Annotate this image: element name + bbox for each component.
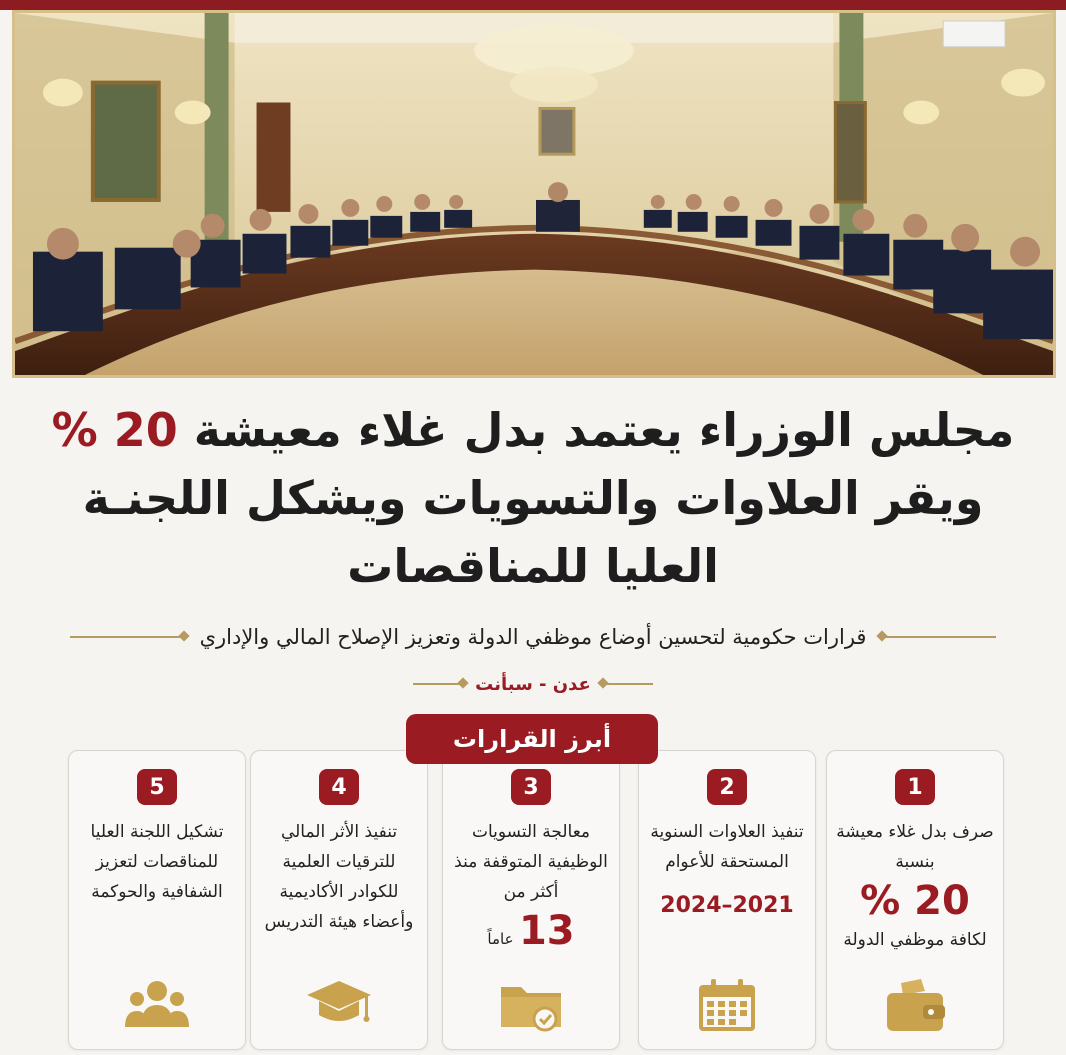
subtitle-rule-right [882, 636, 996, 638]
subtitle-row [70, 622, 996, 652]
headline [40, 396, 1026, 600]
card-number: 2 [707, 769, 747, 805]
card-text [449, 817, 613, 955]
card-number: 3 [511, 769, 551, 805]
card-highlight: 2021–2024 [660, 893, 794, 918]
card-text [645, 817, 809, 921]
location-label: عدن - سبأنت [475, 673, 591, 695]
card-text [257, 817, 421, 937]
calendar-icon [693, 975, 761, 1035]
card-highlight: 20 % [860, 878, 970, 924]
decision-card-2 [638, 750, 816, 1050]
key-decisions-badge: أبرز القرارات [406, 714, 658, 764]
card-text-bottom: عاماً [487, 930, 514, 948]
decision-card-5 [68, 750, 246, 1050]
location-rule-left [413, 683, 463, 685]
card-number: 5 [137, 769, 177, 805]
card-text [833, 817, 997, 955]
subtitle-rule-left [70, 636, 184, 638]
card-text-bottom: لكافة موظفي الدولة [843, 930, 987, 950]
decision-card-1 [826, 750, 1004, 1050]
wallet-icon [881, 975, 949, 1035]
headline-percent: 20 % [51, 403, 178, 457]
card-highlight-row [449, 907, 613, 955]
subtitle: قرارات حكومية لتحسين أوضاع موظفي الدولة وتعزيز الإصلاح المالي والإداري [199, 625, 867, 649]
headline-line-1 [40, 396, 1026, 464]
headline-line-2: ويقر العلاوات والتسويات ويشكل اللجنـة [82, 471, 984, 525]
decision-card-3 [442, 750, 620, 1050]
graduation-cap-icon [305, 975, 373, 1035]
card-number: 1 [895, 769, 935, 805]
card-text-main: معالجة التسويات الوظيفية المتوقفة منذ أكثر من [454, 822, 608, 902]
card-text-main: تنفيذ الأثر المالي للترقيات العلمية للكوادر الأكاديمية وأعضاء هيئة التدريس [264, 822, 414, 932]
location-rule-right [603, 683, 653, 685]
headline-line-3: العليا للمناقصات [347, 539, 719, 593]
card-text-main: تنفيذ العلاوات السنوية المستحقة للأعوام [650, 822, 804, 872]
headline-line-1-text: مجلس الوزراء يعتمد بدل غلاء معيشة [193, 403, 1015, 457]
top-accent-bar [0, 0, 1066, 10]
group-icon [123, 975, 191, 1035]
decision-card-4 [250, 750, 428, 1050]
card-text [75, 817, 239, 907]
card-text-main: تشكيل اللجنة العليا للمناقصات لتعزيز الشفافية والحوكمة [90, 822, 224, 902]
card-text-main: صرف بدل غلاء معيشة بنسبة [836, 822, 994, 872]
location-row [400, 670, 666, 698]
card-number: 4 [319, 769, 359, 805]
cabinet-meeting-photo [12, 10, 1056, 378]
folder-check-icon [497, 975, 565, 1035]
card-highlight: 13 [518, 908, 575, 954]
